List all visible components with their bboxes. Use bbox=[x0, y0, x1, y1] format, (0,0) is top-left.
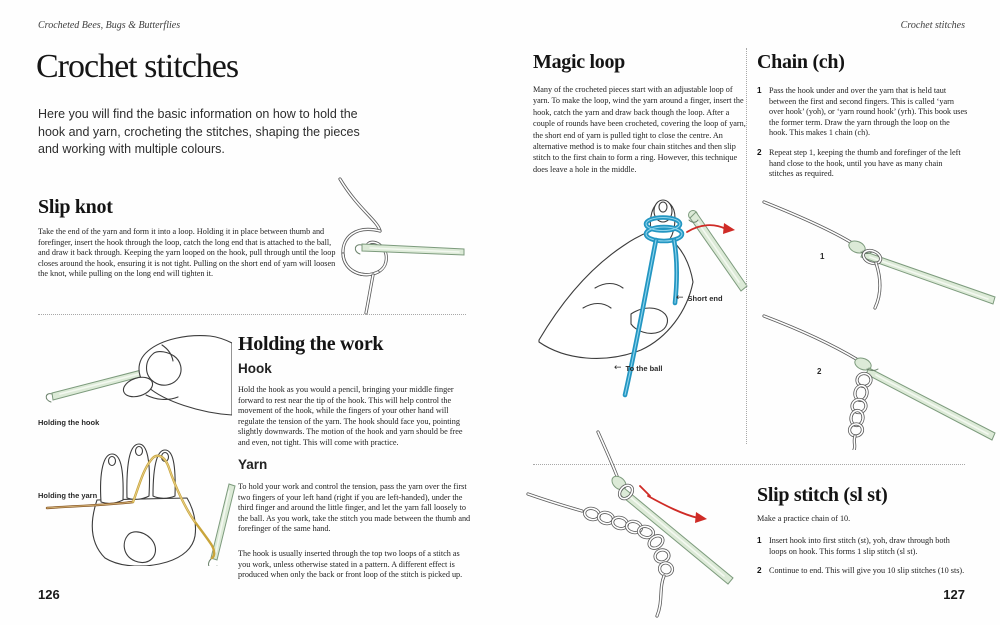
slip-knot-body: Take the end of the yarn and form it into a loop. Holding it in place between thumb and forefinger, insert the hook through the loop, catch the long end that is attached to the ball, and draw it back through. Keeping the yarn looped on the hook, pull through until the loop closes around the hook, ensuring it is not tight. Pulling on the short end of yarn will loosen the knot, while pulling on the long end will tighten it. bbox=[38, 227, 336, 279]
short-end-label bbox=[676, 294, 723, 303]
caption-holding-the-yarn: Holding the yarn bbox=[38, 491, 98, 500]
chain-step2-illustration bbox=[762, 308, 1000, 450]
column-divider bbox=[746, 48, 747, 444]
caption-holding-the-hook: Holding the hook bbox=[38, 418, 100, 427]
page-title: Crochet stitches bbox=[36, 48, 239, 85]
step-text: Repeat step 1, keeping the thumb and forefinger of the left hand close to the hook, until you have as many chain stitches as required. bbox=[769, 147, 961, 179]
left-page-divider bbox=[38, 314, 466, 315]
step-text: Pass the hook under and over the yarn that is held taut between the first and second fingers. This is called ‘yarn over hook’ (yoh), or ‘yarn round hook’ (yrh). This book uses the former term. Draw the yarn through the loop on the hook. This makes 1 chain (ch). bbox=[769, 86, 968, 138]
step-number: 2 bbox=[757, 566, 762, 576]
chain-step1-illustration bbox=[762, 192, 1000, 310]
step-number: 1 bbox=[757, 536, 762, 545]
step-number: 2 bbox=[757, 147, 762, 157]
magic-loop-illustration bbox=[537, 190, 749, 428]
yarn-body-2: The hook is usually inserted through the top two loops of a stitch as you work, unless otherwise stated in a pattern. A different effect is produced when only the back or front loop of the stitch is picked up. bbox=[238, 549, 463, 580]
slip-stitch-heading: Slip stitch (sl st) bbox=[757, 484, 888, 506]
hook-subheading: Hook bbox=[238, 361, 272, 376]
running-header-right: Crochet stitches bbox=[900, 20, 965, 31]
yarn-subheading: Yarn bbox=[238, 457, 268, 472]
step-number: 1 bbox=[757, 86, 762, 95]
to-the-ball-text: To the ball bbox=[625, 363, 663, 373]
magic-loop-heading: Magic loop bbox=[533, 51, 625, 73]
left-arrow-icon: ← bbox=[614, 363, 622, 373]
chain-figure-2-label: 2 bbox=[817, 367, 822, 376]
step-text: Continue to end. This will give you 10 slip stitches (10 sts). bbox=[769, 566, 965, 576]
holding-the-work-heading: Holding the work bbox=[238, 333, 384, 355]
holding-the-yarn-illustration bbox=[45, 436, 245, 566]
holding-the-hook-illustration bbox=[42, 331, 232, 419]
chain-figure-1-label: 1 bbox=[820, 252, 825, 261]
short-end-text: Short end bbox=[687, 293, 723, 303]
chain-step-2 bbox=[757, 148, 969, 180]
slip-knot-heading: Slip knot bbox=[38, 196, 113, 218]
yarn-body-1: To hold your work and control the tension, pass the yarn over the first two fingers of your left hand (right if you are left-handed), under the third finger and around the little finger, and let the yarn fall loosely to the ball. As you work, take the stitch you made between the thumb and forefinger of the same hand. bbox=[238, 482, 471, 534]
left-arrow-icon: ← bbox=[676, 293, 684, 303]
to-the-ball-label bbox=[614, 364, 663, 373]
intro-paragraph: Here you will find the basic information on how to hold the hook and yarn, crocheting the stitches, shaping the pieces and working with multiple colours. bbox=[38, 107, 360, 157]
step-text: Insert hook into first stitch (st), yoh, draw through both loops on hook. This forms 1 slip stitch (sl st). bbox=[769, 536, 950, 556]
slip-knot-illustration bbox=[328, 175, 468, 315]
page-number-left: 126 bbox=[38, 587, 60, 602]
magic-loop-body: Many of the crocheted pieces start with an adjustable loop of yarn. To make the loop, wind the yarn around a finger, insert the hook, catch the yarn and draw back though the loop. After a couple of rounds have been crocheted, covering the loop of yarn, the short end of yarn is pulled tight to close the centre. An alternative method is to make four chain stitches and then slip stitch to the first chain to form a ring. However, this technique does leave a hole in the middle. bbox=[533, 85, 746, 174]
slip-stitch-steps bbox=[757, 536, 969, 586]
running-header-left: Crocheted Bees, Bugs & Butterflies bbox=[38, 20, 181, 31]
hook-body: Hold the hook as you would a pencil, bringing your middle finger forward to rest near the tip of the hook. This will help control the movement of the hook, while the fingers of your other hand will regulate the tension of the yarn. The hook should face you, pointing slightly downwards. The motion of the hook and yarn should be free and even, not tight. This will come with practice. bbox=[238, 385, 463, 447]
chain-steps bbox=[757, 86, 969, 189]
chain-heading: Chain (ch) bbox=[757, 51, 845, 73]
chain-step-1 bbox=[757, 86, 969, 139]
slip-stitch-step-1 bbox=[757, 536, 969, 557]
slip-stitch-intro: Make a practice chain of 10. bbox=[757, 514, 851, 523]
page-number-right: 127 bbox=[943, 587, 965, 602]
slip-stitch-illustration bbox=[526, 430, 748, 622]
slip-stitch-step-2 bbox=[757, 566, 969, 577]
